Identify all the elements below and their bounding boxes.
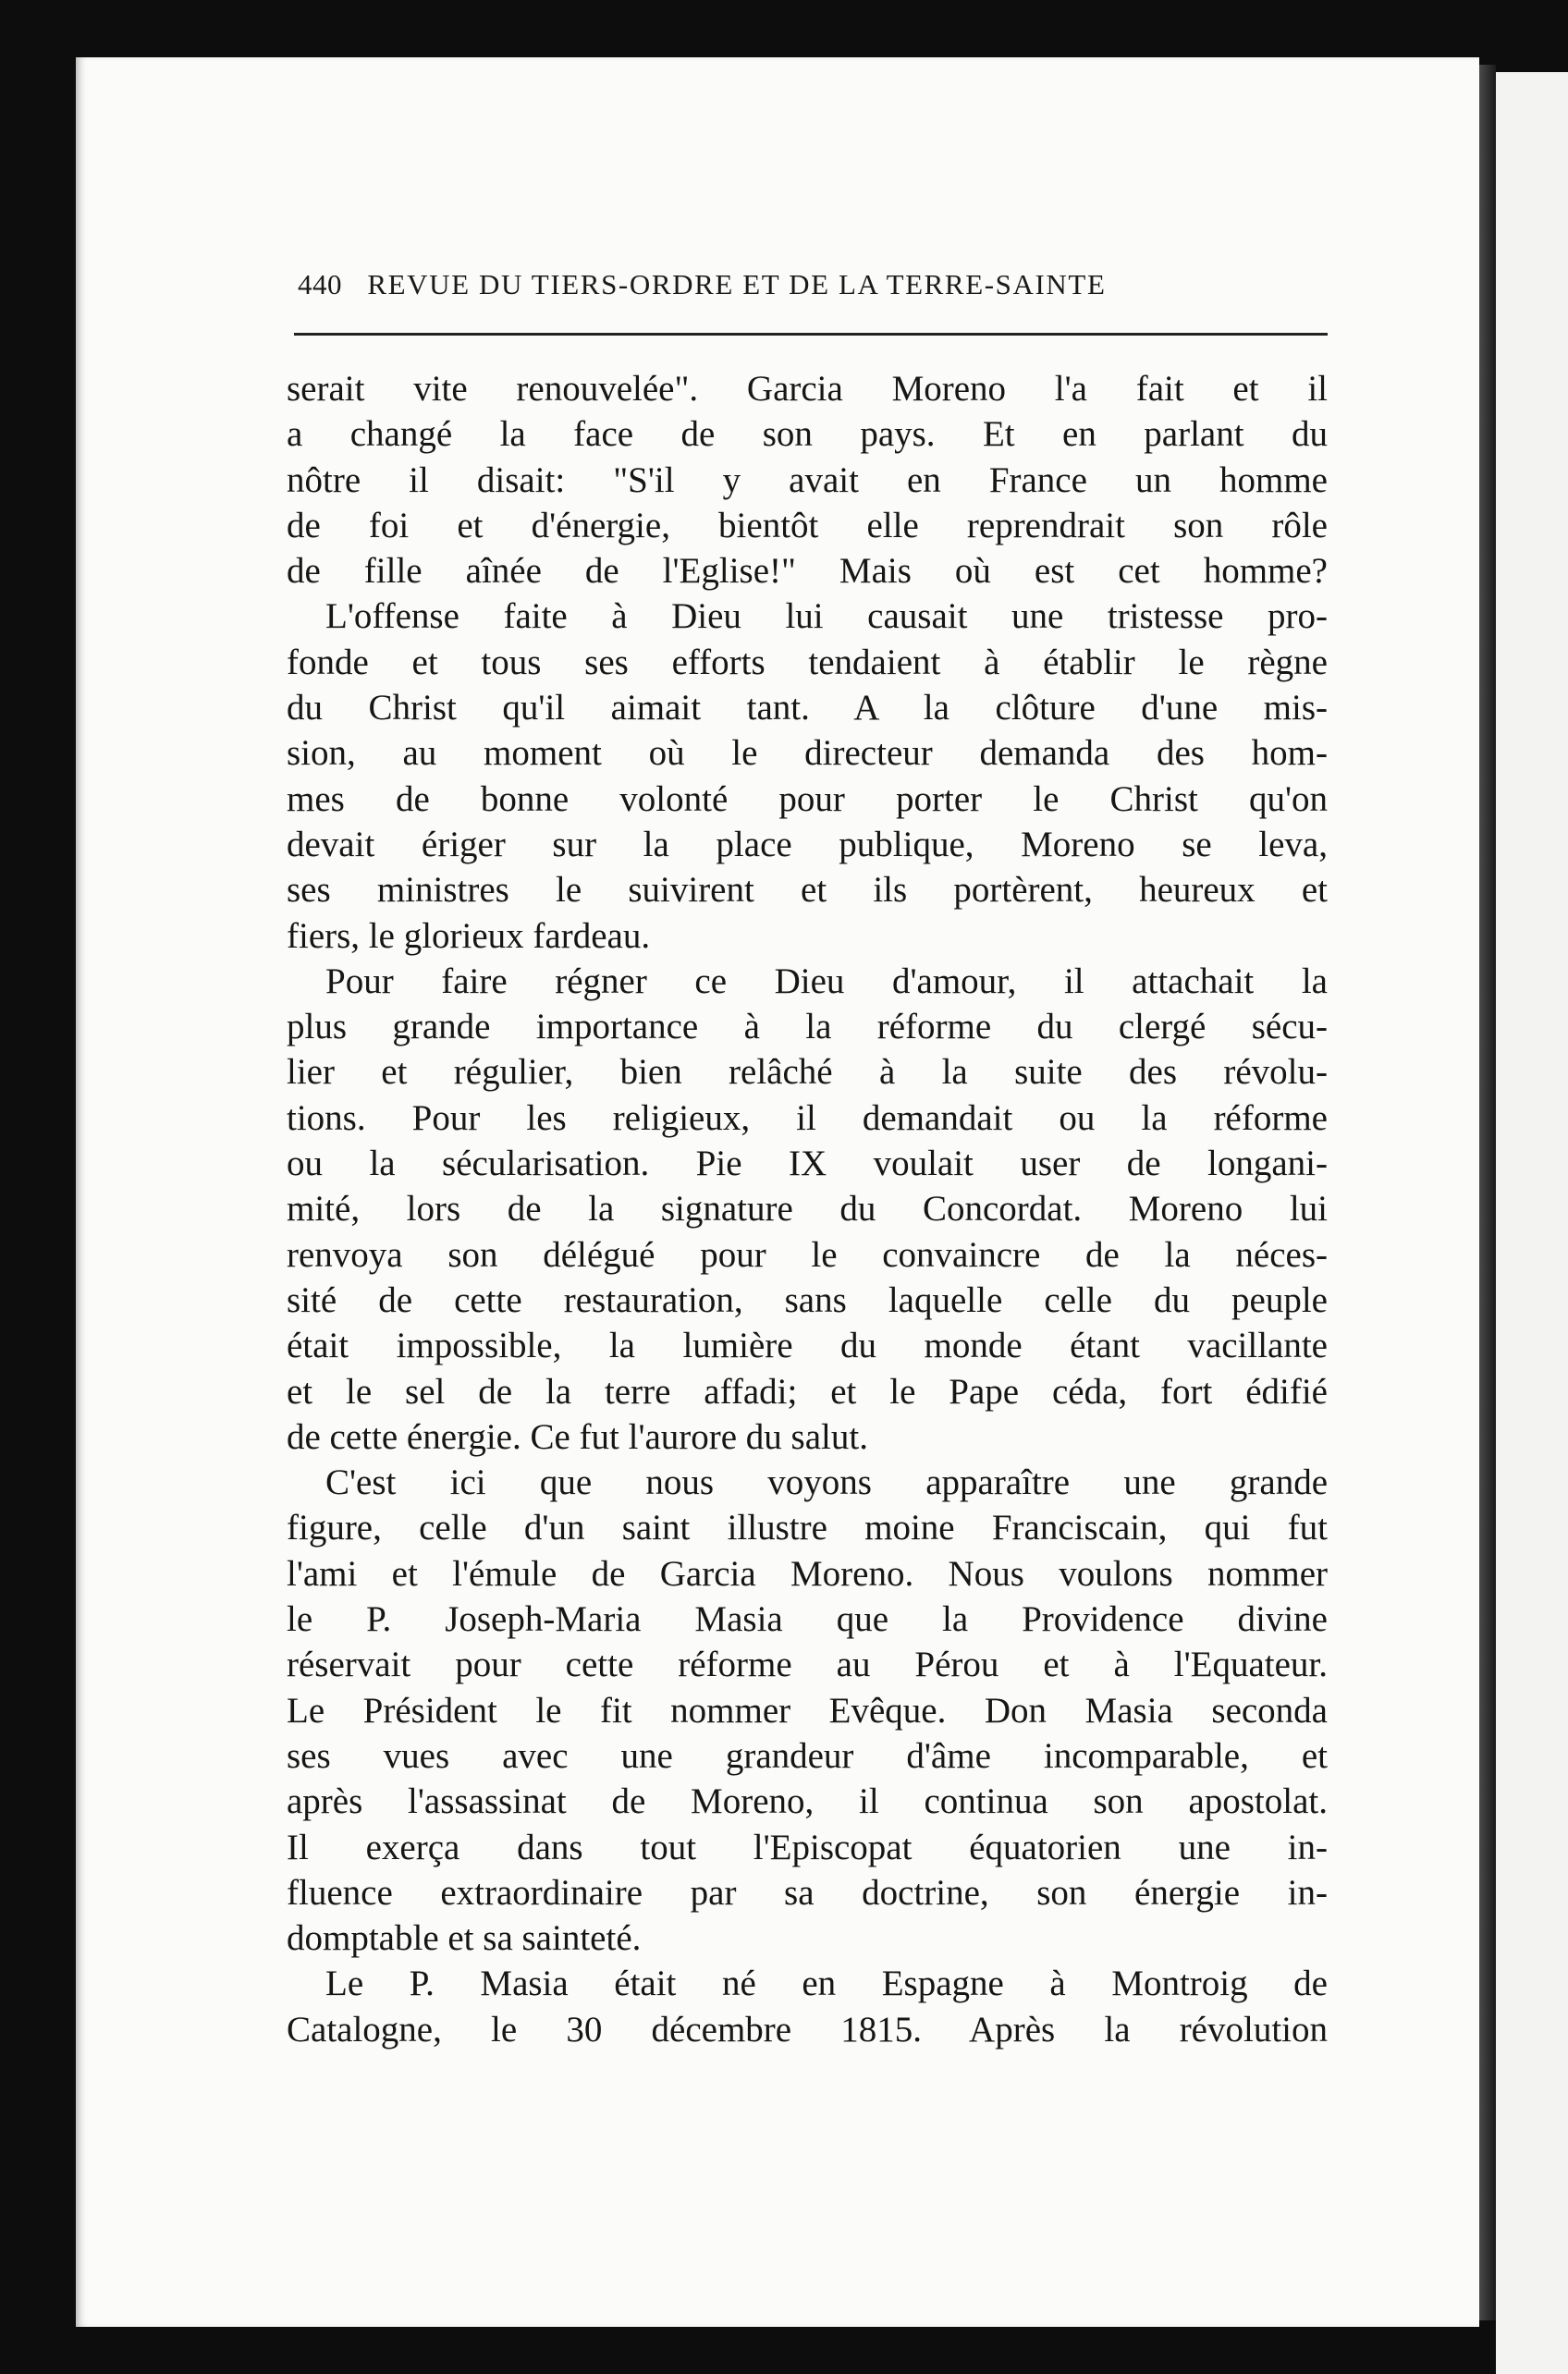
text-line: Catalogne, le 30 décembre 1815. Après la révolution	[287, 2009, 1328, 2050]
text-line: ou la sécularisation. Pie IX voulait user de longani-	[287, 1144, 1328, 1184]
text-line: Il exerça dans tout l'Episcopat équatorien une in-	[287, 1827, 1328, 1867]
text-line: C'est ici que nous voyons apparaître une grande	[325, 1462, 1328, 1503]
text-line: Pour faire régner ce Dieu d'amour, il attachait la	[325, 961, 1328, 1001]
text-line: figure, celle d'un saint illustre moine Franciscain, qui fut	[287, 1508, 1328, 1548]
text-line: après l'assassinat de Moreno, il continua son apostolat.	[287, 1781, 1328, 1822]
text-line: renvoya son délégué pour le convaincre de la néces-	[287, 1234, 1328, 1275]
text-line: domptable et sa sainteté.	[287, 1918, 642, 1959]
text-line: et le sel de la terre affadi; et le Pape céda, fort édifié	[287, 1371, 1328, 1412]
page-gutter-shadow	[1479, 65, 1496, 2320]
text-line: tions. Pour les religieux, il demandait ou la réforme	[287, 1097, 1328, 1138]
text-line: a changé la face de son pays. Et en parlant du	[287, 414, 1328, 455]
text-line: devait ériger sur la place publique, Moreno se leva,	[287, 824, 1328, 864]
text-line: le P. Joseph-Maria Masia que la Providence divine	[287, 1599, 1328, 1640]
text-line: ses ministres le suivirent et ils portèrent, heureux et	[287, 870, 1328, 911]
text-line: ses vues avec une grandeur d'âme incomparable, et	[287, 1735, 1328, 1776]
text-line: nôtre il disait: "S'il y avait en France un homme	[287, 459, 1328, 500]
running-header	[298, 268, 1324, 301]
text-line: lier et régulier, bien relâché à la suite des révolu-	[287, 1052, 1328, 1093]
text-line: mes de bonne volonté pour porter le Christ qu'on	[287, 778, 1328, 819]
text-line: était impossible, la lumière du monde étant vacillante	[287, 1326, 1328, 1366]
text-line: serait vite renouvelée". Garcia Moreno l'a fait et il	[287, 369, 1328, 409]
text-line: fiers, le glorieux fardeau.	[287, 915, 651, 956]
text-line: de fille aînée de l'Eglise!" Mais où est cet homme?	[287, 551, 1328, 592]
text-line: réservait pour cette réforme au Pérou et à l'Equateur.	[287, 1645, 1328, 1685]
text-line: du Christ qu'il aimait tant. A la clôture d'une mis-	[287, 688, 1328, 728]
text-line: Le P. Masia était né en Espagne à Montroig de	[325, 1964, 1328, 2004]
text-line: L'offense faite à Dieu lui causait une tristesse pro-	[325, 596, 1328, 637]
text-line: l'ami et l'émule de Garcia Moreno. Nous voulons nommer	[287, 1553, 1328, 1594]
text-line: sité de cette restauration, sans laquelle celle du peuple	[287, 1279, 1328, 1320]
text-line: plus grande importance à la réforme du clergé sécu-	[287, 1007, 1328, 1047]
text-line: Le Président le fit nommer Evêque. Don Masia seconda	[287, 1690, 1328, 1731]
text-line: mité, lors de la signature du Concordat. Moreno lui	[287, 1189, 1328, 1230]
header-rule	[294, 333, 1328, 336]
adjacent-page-edge	[1496, 72, 1568, 2374]
text-line: sion, au moment où le directeur demanda des hom-	[287, 733, 1328, 774]
page-number: 440	[298, 268, 342, 300]
body-text	[287, 366, 1328, 2052]
text-line: fluence extraordinaire par sa doctrine, son énergie in-	[287, 1872, 1328, 1913]
text-line: de cette énergie. Ce fut l'aurore du salut.	[287, 1416, 868, 1457]
running-title: REVUE DU TIERS-ORDRE ET DE LA TERRE-SAINTE	[367, 268, 1107, 300]
text-line: de foi et d'énergie, bientôt elle reprendrait son rôle	[287, 505, 1328, 545]
text-line: fonde et tous ses efforts tendaient à établir le règne	[287, 642, 1328, 682]
